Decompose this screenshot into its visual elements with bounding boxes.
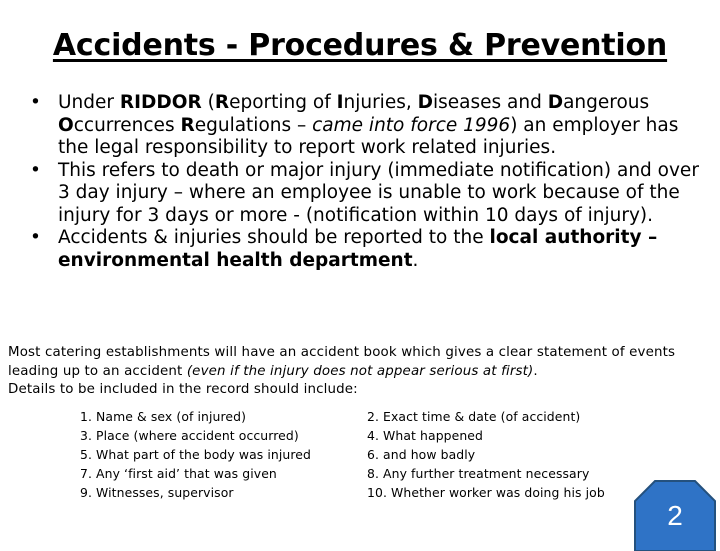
acronym-letter: D <box>547 92 564 113</box>
acronym-letter: I <box>336 92 344 113</box>
details-item: 4. What happened <box>367 428 483 443</box>
paragraph-details-intro: Details to be included in the record should include: <box>8 382 358 397</box>
bullet-text: eporting of <box>229 92 337 113</box>
bullet-item-report <box>30 227 700 272</box>
details-item: 7. Any ‘first aid’ that was given <box>80 466 277 481</box>
details-item: 3. Place (where accident occurred) <box>80 428 299 443</box>
accident-book-paragraph <box>8 344 708 400</box>
bullet-text: njuries, <box>343 92 418 113</box>
bullet-text: ( <box>201 92 215 113</box>
details-item: 8. Any further treatment necessary <box>367 466 590 481</box>
details-item: 2. Exact time & date (of accident) <box>367 409 581 424</box>
bullet-icon: • <box>30 92 41 113</box>
bullet-text: . <box>412 249 419 271</box>
page-number-badge <box>633 479 717 551</box>
details-item: 1. Name & sex (of injured) <box>80 409 247 424</box>
riddor-acronym: RIDDOR <box>119 92 202 113</box>
paragraph-text: Most catering establishments will have an accident book which gives a clear statement of events leading up to an accident <box>8 345 676 379</box>
page-number: 2 <box>667 500 683 531</box>
details-list-left <box>80 407 311 502</box>
details-item: 10. Whether worker was doing his job <box>367 485 605 500</box>
bullet-list <box>30 92 700 272</box>
octagon-badge-icon <box>633 479 717 551</box>
details-item: 9. Witnesses, supervisor <box>80 485 234 500</box>
bullet-italic-text: came into force 1996 <box>312 114 511 136</box>
paragraph-text: . <box>533 363 538 379</box>
bullet-text: Under <box>58 92 120 113</box>
bullet-bold-text: local authority – environmental health department <box>58 227 658 271</box>
slide-title: Accidents - Procedures & Prevention <box>52 28 668 63</box>
bullet-text: egulations – <box>194 114 313 136</box>
bullet-text: This refers to death or major injury (immediate notification) and over 3 day injury – where an employee is unable to work because of the injury for 3 days or more - (notification within 10 days of injury). <box>58 159 699 226</box>
acronym-letter: O <box>58 114 74 136</box>
details-item: 6. and how badly <box>367 447 476 462</box>
bullet-text: angerous <box>563 92 650 113</box>
bullet-text: iseases and <box>432 92 548 113</box>
acronym-letter: R <box>214 92 230 113</box>
details-list-right <box>367 407 605 502</box>
acronym-letter: R <box>180 114 195 136</box>
bullet-icon: • <box>30 227 41 248</box>
bullet-text: Accidents & injuries should be reported to the <box>58 227 490 248</box>
bullet-item-riddor <box>30 92 700 160</box>
bullet-text: ccurrences <box>73 114 181 136</box>
bullet-text: ) an employer has the legal responsibility to report work related injuries. <box>58 114 679 158</box>
bullet-icon: • <box>30 159 41 181</box>
acronym-letter: D <box>417 92 433 113</box>
details-item: 5. What part of the body was injured <box>80 447 311 462</box>
paragraph-italic-text: (even if the injury does not appear serious at first) <box>186 363 534 379</box>
bullet-item-death-injury <box>30 160 700 228</box>
